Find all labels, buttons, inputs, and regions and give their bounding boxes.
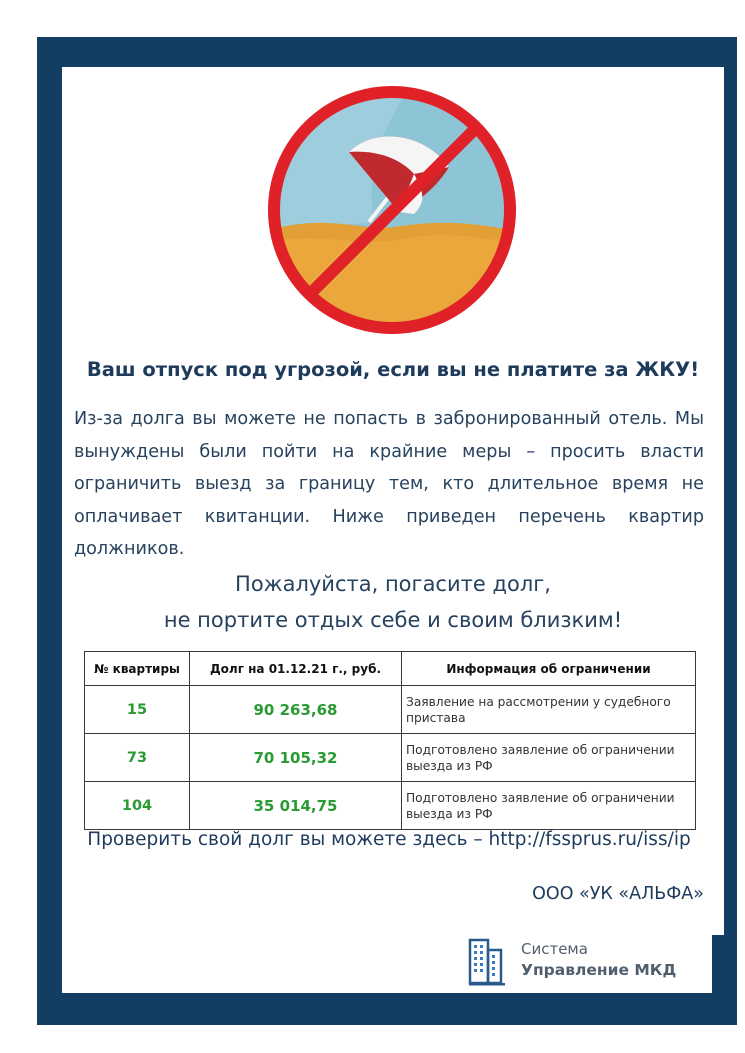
restriction-info: Подготовлено заявление об ограничении выезда из РФ xyxy=(402,734,696,782)
restriction-info: Заявление на рассмотрении у судебного пристава xyxy=(402,686,696,734)
poster-sheet-edge xyxy=(712,67,724,935)
check-debt-line: Проверить свой долг вы можете здесь – http://fssprus.ru/iss/ip xyxy=(87,829,691,850)
apartment-number: 15 xyxy=(85,686,190,734)
appeal-line-1: Пожалуйста, погасите долг, xyxy=(235,572,551,596)
header-apartment: № квартиры xyxy=(85,652,190,686)
restriction-info: Подготовлено заявление об ограничении выезда из РФ xyxy=(402,782,696,830)
debt-amount: 70 105,32 xyxy=(190,734,402,782)
debt-amount: 35 014,75 xyxy=(190,782,402,830)
table-row xyxy=(85,782,696,830)
body-paragraph: Из-за долга вы можете не попасть в забронированный отель. Мы вынуждены были пойти на крайние меры – просить власти ограничить выезд за границу тем, кто длительное время не оплачивает квитанции. Ниже приведен перечень квартир должников. xyxy=(74,409,704,559)
header-debt: Долг на 01.12.21 г., руб. xyxy=(190,652,402,686)
brand-line-1: Система xyxy=(521,940,588,958)
appeal xyxy=(62,566,724,638)
brand-line-2: Управление МКД xyxy=(521,961,677,979)
building-icon xyxy=(466,934,506,986)
brand-logo xyxy=(466,934,716,990)
header-info: Информация об ограничении xyxy=(402,652,696,686)
apartment-number: 104 xyxy=(85,782,190,830)
table-row xyxy=(85,734,696,782)
debtors-table xyxy=(84,651,696,830)
appeal-line-2: не портите отдых себе и своим близким! xyxy=(163,608,623,632)
table-header-row xyxy=(85,652,696,686)
no-beach-vacation-icon xyxy=(264,82,520,338)
apartment-number: 73 xyxy=(85,734,190,782)
headline: Ваш отпуск под угрозой, если вы не платите за ЖКУ! xyxy=(86,358,700,381)
table-row xyxy=(85,686,696,734)
company-name: ООО «УК «АЛЬФА» xyxy=(532,884,704,904)
debt-amount: 90 263,68 xyxy=(190,686,402,734)
